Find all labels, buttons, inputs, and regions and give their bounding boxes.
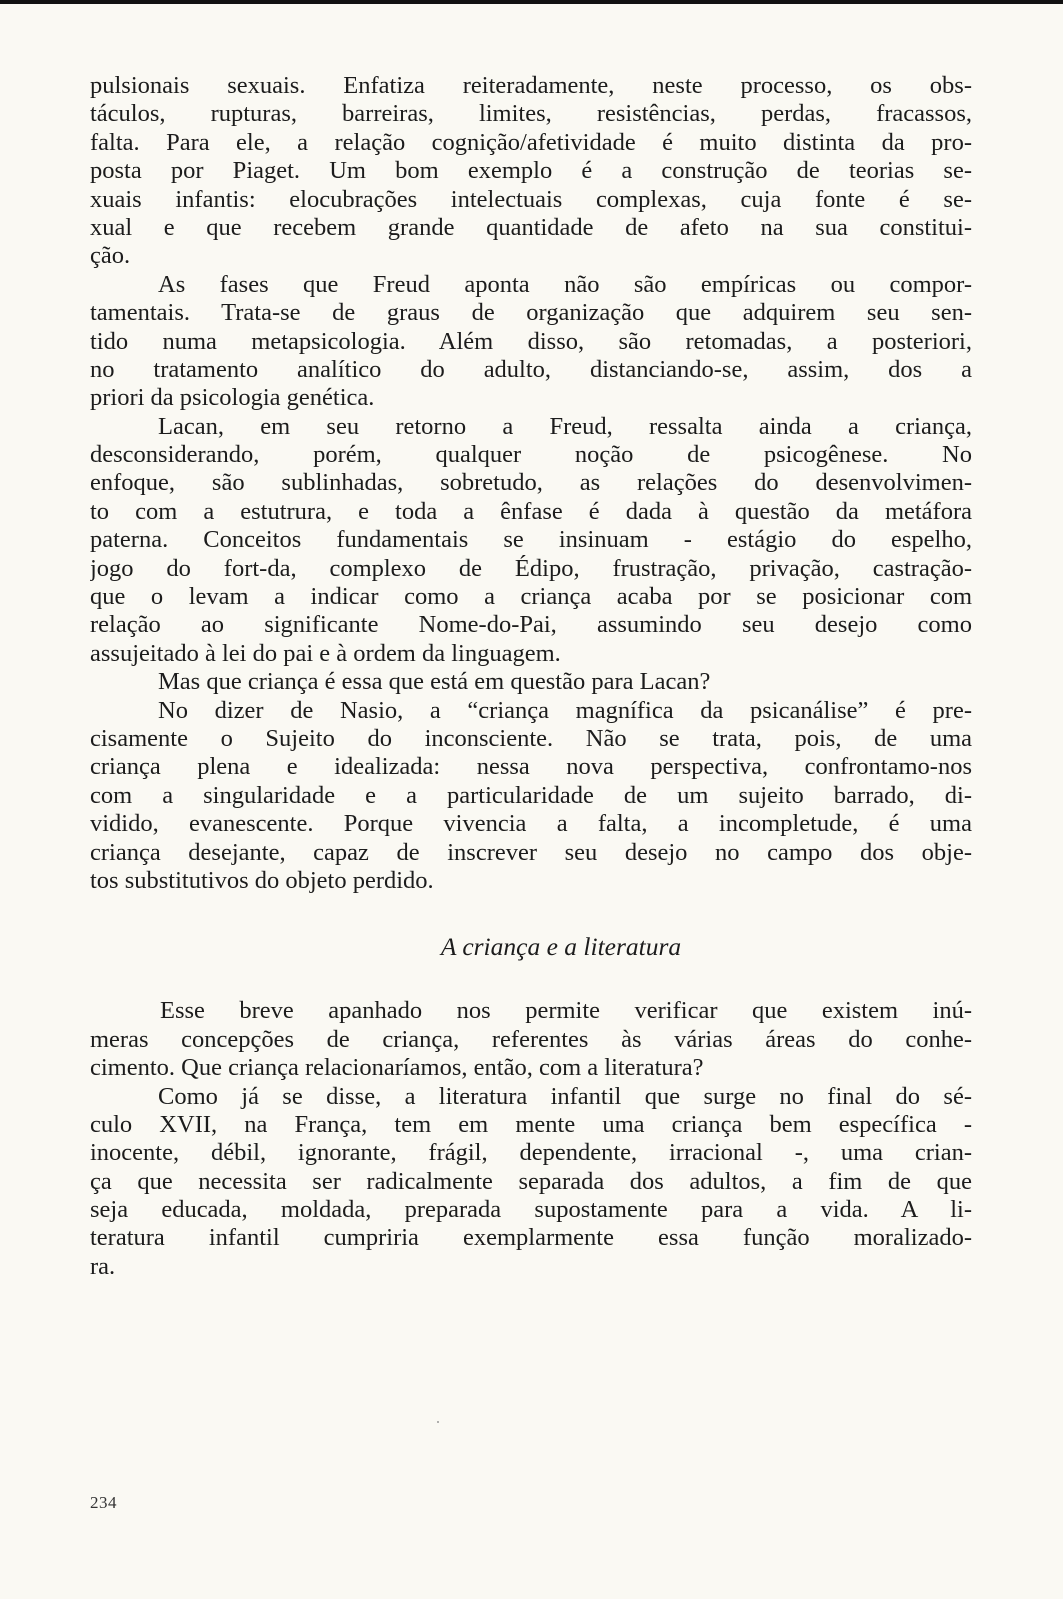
text-line: culo XVII, na França, tem em mente uma criança bem específica - bbox=[90, 1110, 972, 1138]
text-line: cimento. Que criança relacionaríamos, então, com a literatura? bbox=[90, 1054, 704, 1082]
text-line: posta por Piaget. Um bom exemplo é a construção de teorias se- bbox=[90, 157, 972, 185]
paper-speck bbox=[437, 1421, 439, 1423]
paragraph-childrens-literature bbox=[90, 1083, 972, 1282]
text-line: falta. Para ele, a relação cognição/afetividade é muito distinta da pro- bbox=[90, 128, 972, 156]
text-line: cisamente o Sujeito do inconsciente. Não se trata, pois, de uma bbox=[90, 724, 972, 752]
text-line: xuais infantis: elocubrações intelectuais complexas, cuja fonte é se- bbox=[90, 185, 972, 213]
text-line: relação ao significante Nome-do-Pai, assumindo seu desejo como bbox=[90, 611, 972, 639]
text-line: Mas que criança é essa que está em questão para Lacan? bbox=[158, 668, 711, 696]
text-line: No dizer de Nasio, a “criança magnífica da psicanálise” é pre- bbox=[158, 696, 972, 724]
paragraph-nasio bbox=[90, 697, 972, 896]
text-line: criança desejante, capaz de inscrever seu desejo no campo dos obje- bbox=[90, 838, 972, 866]
text-line: assujeitado à lei do pai e à ordem da linguagem. bbox=[90, 639, 561, 667]
paragraph-lacan bbox=[90, 413, 972, 669]
text-line: jogo do fort-da, complexo de Édipo, frustração, privação, castração- bbox=[90, 554, 972, 582]
text-line: com a singularidade e a particularidade de um sujeito barrado, di- bbox=[90, 781, 972, 809]
section-heading: A criança e a literatura bbox=[440, 932, 682, 962]
top-edge-rule bbox=[0, 0, 1063, 4]
text-line: xual e que recebem grande quantidade de afeto na sua constitui- bbox=[90, 213, 972, 241]
text-line: As fases que Freud aponta não são empíricas ou compor- bbox=[158, 270, 972, 298]
text-line: tamentais. Trata-se de graus de organização que adquirem seu sen- bbox=[90, 299, 972, 327]
paragraph-lacan-question bbox=[90, 668, 972, 696]
text-line: tos substitutivos do objeto perdido. bbox=[90, 866, 434, 894]
text-line: seja educada, moldada, preparada supostamente para a vida. A li- bbox=[90, 1196, 972, 1224]
text-line: meras concepções de criança, referentes às várias áreas do conhe- bbox=[90, 1025, 972, 1053]
text-line: ra. bbox=[90, 1252, 116, 1280]
text-line: paterna. Conceitos fundamentais se insinuam - estágio do espelho, bbox=[90, 526, 972, 554]
paragraph-freud-phases bbox=[90, 271, 972, 413]
text-line: ção. bbox=[90, 242, 131, 270]
book-page-body bbox=[90, 72, 972, 1281]
text-line: Esse breve apanhado nos permite verificar que existem inú- bbox=[160, 997, 972, 1025]
text-line: vidido, evanescente. Porque vivencia a falta, a incompletude, é uma bbox=[90, 810, 972, 838]
text-line: Como já se disse, a literatura infantil que surge no final do sé- bbox=[158, 1082, 972, 1110]
text-line: inocente, débil, ignorante, frágil, dependente, irracional -, uma crian- bbox=[90, 1139, 972, 1167]
text-line: desconsiderando, porém, qualquer noção de psicogênese. No bbox=[90, 441, 972, 469]
text-line: priori da psicologia genética. bbox=[90, 384, 375, 412]
text-line: pulsionais sexuais. Enfatiza reiteradamente, neste processo, os obs- bbox=[90, 72, 972, 99]
text-line: teratura infantil cumpriria exemplarmente essa função moralizado- bbox=[90, 1224, 972, 1252]
text-line: Lacan, em seu retorno a Freud, ressalta ainda a criança, bbox=[158, 412, 972, 440]
text-line: ça que necessita ser radicalmente separada dos adultos, a fim de que bbox=[90, 1167, 972, 1195]
text-line: que o levam a indicar como a criança acaba por se posicionar com bbox=[90, 583, 972, 611]
text-line: enfoque, são sublinhadas, sobretudo, as relações do desenvolvimen- bbox=[90, 469, 972, 497]
paragraph-conceptions bbox=[90, 997, 972, 1082]
text-line: to com a estutrura, e toda a ênfase é dada à questão da metáfora bbox=[90, 497, 972, 525]
text-line: táculos, rupturas, barreiras, limites, resistências, perdas, fracassos, bbox=[90, 100, 972, 128]
text-line: tido numa metapsicologia. Além disso, são retomadas, a posteriori, bbox=[90, 327, 972, 355]
text-line: no tratamento analítico do adulto, distanciando-se, assim, dos a bbox=[90, 355, 972, 383]
paragraph-freud-sexual-theories bbox=[90, 72, 972, 271]
page-number: 234 bbox=[90, 1493, 117, 1512]
text-line: criança plena e idealizada: nessa nova perspectiva, confrontamo-nos bbox=[90, 753, 972, 781]
